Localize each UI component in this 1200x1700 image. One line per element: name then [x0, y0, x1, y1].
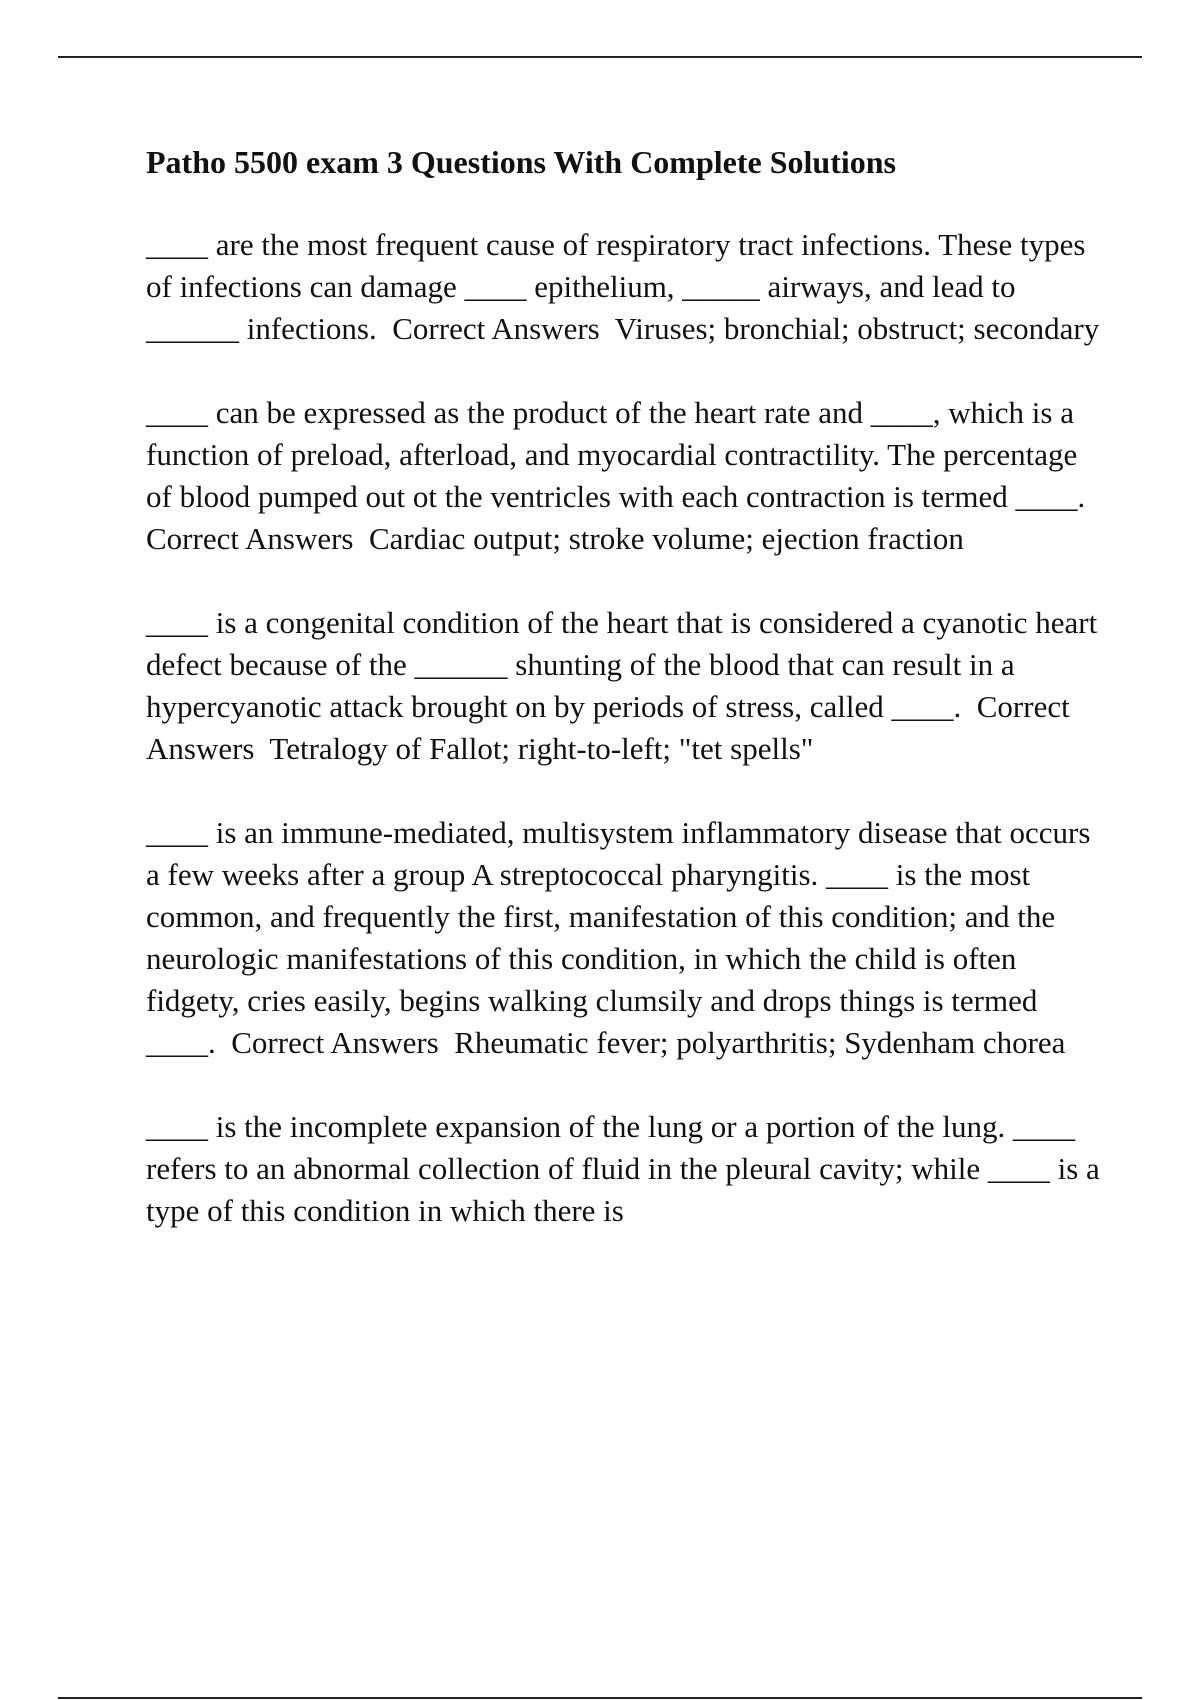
question-answer-2: ____ can be expressed as the product of the heart rate and ____, which is a function of preload, afterload, and myocardial contractility. The percentage of blood pumped out ot the ventricles with each contraction is termed ____. Correct Answers Cardiac output; stroke volume; ejection fraction	[146, 395, 1101, 556]
document-title: Patho 5500 exam 3 Questions With Complete Solutions	[146, 144, 896, 180]
document-page	[146, 142, 1106, 1274]
question-answer-5: ____ is the incomplete expansion of the lung or a portion of the lung. ____ refers to an abnormal collection of fluid in the pleural cavity; while ____ is a type of this condition in which there is	[146, 1109, 1108, 1228]
question-answer-1: ____ are the most frequent cause of respiratory tract infections. These types of infections can damage ____ epithelium, _____ airways, and lead to ______ infections. Correct Answers Viruses; bronchial; obstruct; secondary	[146, 227, 1100, 346]
question-answer-3: ____ is a congenital condition of the heart that is considered a cyanotic heart defect because of the ______ shunting of the blood that can result in a hypercyanotic attack brought on by periods of stress, called ____. Correct Answers Tetralogy of Fallot; right-to-left; "tet spells"	[146, 605, 1105, 766]
top-rule	[58, 56, 1142, 58]
bottom-rule	[58, 1697, 1142, 1699]
question-answer-4: ____ is an immune-mediated, multisystem inflammatory disease that occurs a few weeks after a group A streptococcal pharyngitis. ____ is the most common, and frequently the first, manifestation of this condition; and the neurologic manifestations of this condition, in which the child is often fidgety, cries easily, begins walking clumsily and drops things is termed ____. Correct Answers Rheumatic fever; polyarthritis; Sydenham chorea	[146, 815, 1099, 1060]
